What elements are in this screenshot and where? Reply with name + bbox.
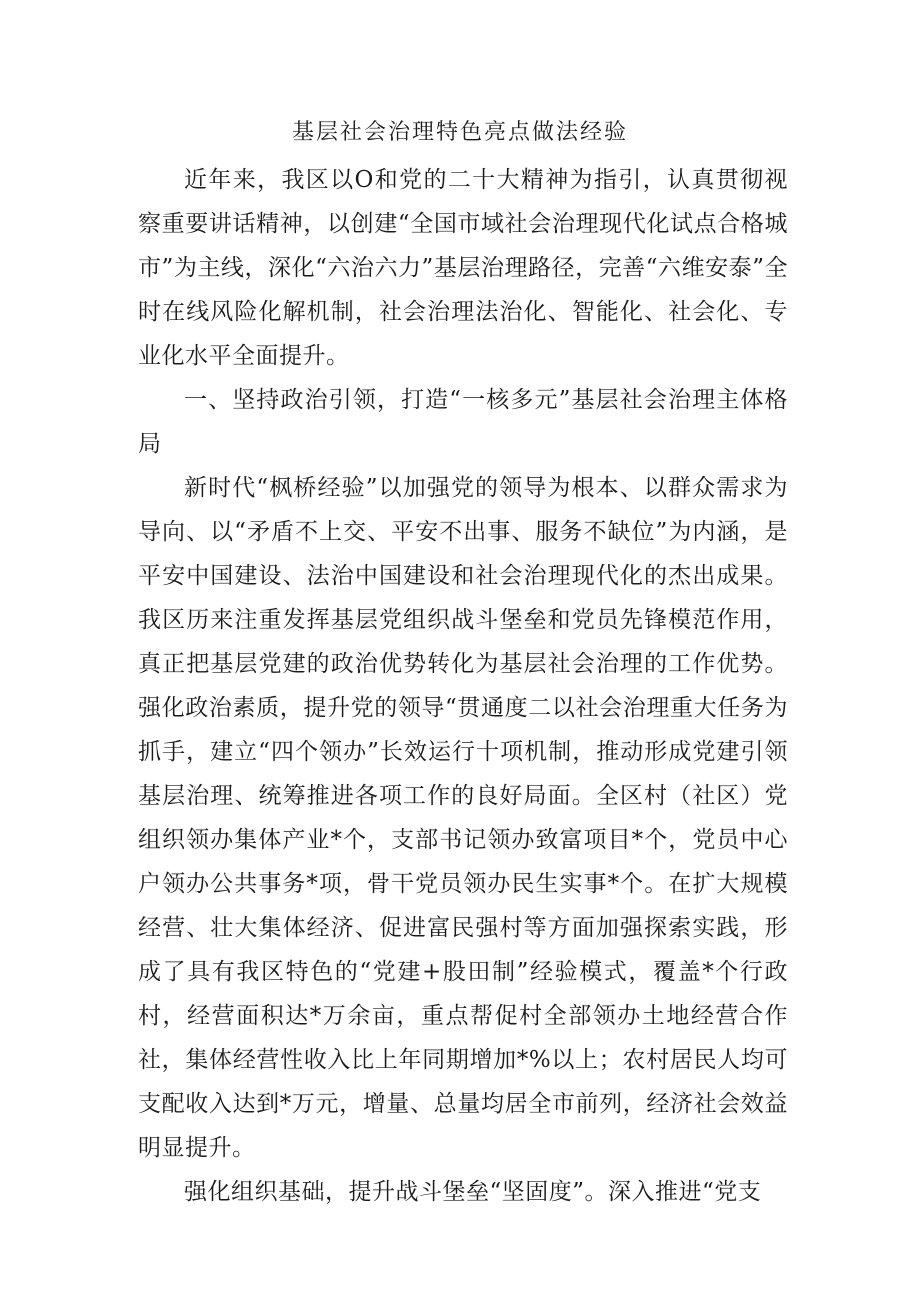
intro-paragraph: 近年来，我区以O和党的二十大精神为指引，认真贯彻视察重要讲话精神，以创建“全国市域社会治理现代化试点合格城市”为主线，深化“六治六力”基层治理路径，完善“六维安泰”全时在线风险化解机制，社会治理法治化、智能化、社会化、专业化水平全面提升。 <box>138 167 788 369</box>
body-paragraph: 新时代“枫桥经验”以加强党的领导为根本、以群众需求为导向、以“矛盾不上交、平安不出事、服务不缺位”为内涵，是平安中国建设、法治中国建设和社会治理现代化的杰出成果。我区历来注重发挥基层党组织战斗堡垒和党员先锋模范作用，真正把基层党建的政治优势转化为基层社会治理的工作优势。强化政治素质，提升党的领导“贯通度二以社会治理重大任务为抓手，建立“四个领办”长效运行十项机制，推动形成党建引领基层治理、统筹推进各项工作的良好局面。全区村（社区）党组织领办集体产业*个，支部书记领办致富项目*个，党员中心户领办公共事务*项，骨干党员领办民生实事*个。在扩大规模经营、壮大集体经济、促进富民强村等方面加强探索实践，形成了具有我区特色的“党建+股田制”经验模式，覆盖*个行政村，经营面积达*万余亩，重点帮促村全部领办土地经营合作社，集体经营性收入比上年同期增加*%以上；农村居民人均可支配收入达到*万元，增量、总量均居全市前列，经济社会效益明显提升。 <box>138 475 788 1161</box>
document-title: 基层社会治理特色亮点做法经验 <box>291 120 628 145</box>
section-heading: 一、坚持政治引领，打造“一核多元”基层社会治理主体格局 <box>138 387 788 457</box>
document-body <box>138 158 788 1214</box>
body-paragraph: 强化组织基础，提升战斗堡垒“坚固度”。深入推进“党支 <box>184 1179 762 1205</box>
